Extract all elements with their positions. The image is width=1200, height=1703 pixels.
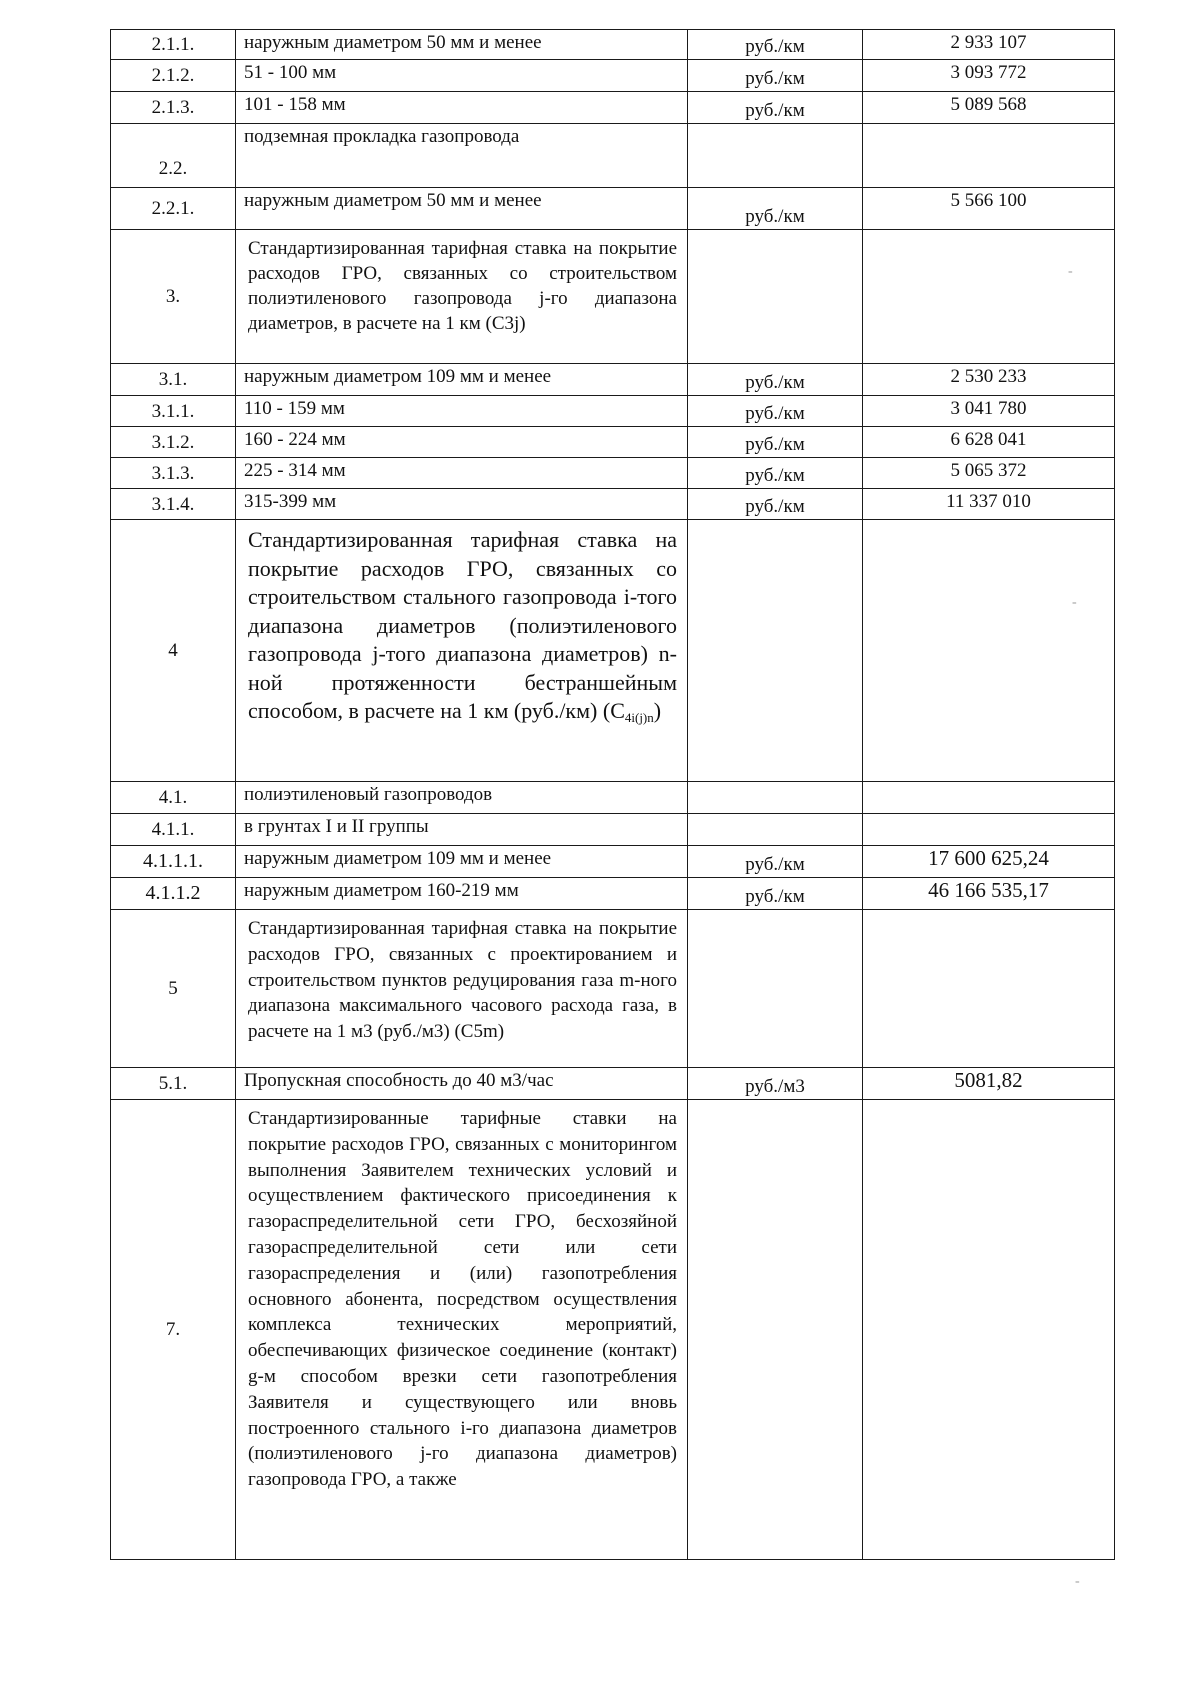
row-number: 2.1.2. bbox=[111, 60, 236, 92]
row-description: наружным диаметром 50 мм и менее bbox=[236, 188, 688, 230]
table-row bbox=[111, 230, 1115, 364]
row-unit: руб./км bbox=[688, 846, 863, 878]
row-value: 5 089 568 bbox=[863, 92, 1115, 124]
row-unit bbox=[688, 910, 863, 1068]
scan-speck: - bbox=[1068, 264, 1073, 279]
row-description: Пропускная способность до 40 м3/час bbox=[236, 1068, 688, 1100]
table-row bbox=[111, 92, 1115, 124]
row-value bbox=[863, 1100, 1115, 1560]
row-value bbox=[863, 124, 1115, 188]
scan-speck: - bbox=[1072, 595, 1077, 610]
row-value: 5 566 100 bbox=[863, 188, 1115, 230]
tariff-table bbox=[110, 29, 1115, 1560]
row-description: подземная прокладка газопровода bbox=[236, 124, 688, 188]
row-unit: руб./км bbox=[688, 489, 863, 520]
table-row bbox=[111, 782, 1115, 814]
table-row bbox=[111, 30, 1115, 60]
row-unit: руб./км bbox=[688, 364, 863, 396]
row-description-subscript: 4i(j)n bbox=[624, 710, 654, 725]
row-description: наружным диаметром 109 мм и менее bbox=[236, 364, 688, 396]
row-number: 4 bbox=[111, 520, 236, 782]
table-row bbox=[111, 878, 1115, 910]
row-description: 225 - 314 мм bbox=[236, 458, 688, 489]
row-unit: руб./км bbox=[688, 427, 863, 458]
row-unit: руб./км bbox=[688, 878, 863, 910]
table-row bbox=[111, 188, 1115, 230]
row-unit bbox=[688, 124, 863, 188]
row-unit: руб./км bbox=[688, 60, 863, 92]
scan-speck: - bbox=[1075, 1574, 1080, 1589]
row-value bbox=[863, 814, 1115, 846]
row-value: 2 933 107 bbox=[863, 30, 1115, 60]
row-description: наружным диаметром 109 мм и менее bbox=[236, 846, 688, 878]
table-row bbox=[111, 364, 1115, 396]
row-unit bbox=[688, 520, 863, 782]
table-row bbox=[111, 846, 1115, 878]
row-description: 51 - 100 мм bbox=[236, 60, 688, 92]
row-number: 3.1.1. bbox=[111, 396, 236, 427]
row-number: 2.2.1. bbox=[111, 188, 236, 230]
row-unit bbox=[688, 230, 863, 364]
table-row bbox=[111, 458, 1115, 489]
row-description: 101 - 158 мм bbox=[236, 92, 688, 124]
row-description: наружным диаметром 160-219 мм bbox=[236, 878, 688, 910]
table-row bbox=[111, 124, 1115, 188]
row-value: 5081,82 bbox=[863, 1068, 1115, 1100]
row-number: 2.2. bbox=[111, 124, 236, 188]
row-description: Стандартизированные тарифные ставки на покрытие расходов ГРО, связанных с мониторингом выполнения Заявителем технических условий и осуществлением фактического присоединения к газораспределительной сети ГРО, бесхозяйной газораспределительной сети или сети газораспределения и (или) газопотребления основного абонента, посредством осуществления комплекса технических мероприятий, обеспечивающих физическое соединение (контакт) g-м способом врезки сети газопотребления Заявителя и существующего или вновь построенного стального i-го диапазона диаметров (полиэтиленового j-го диапазона диаметров) газопровода ГРО, а также bbox=[236, 1100, 688, 1560]
row-number: 4.1.1.2 bbox=[111, 878, 236, 910]
row-value bbox=[863, 230, 1115, 364]
row-description-text: Стандартизированная тарифная ставка на покрытие расходов ГРО, связанных со строительством стального газопровода i-того диапазона диаметров (полиэтиленового газопровода j-того диапазона диаметров) n-ной протяженности бестраншейным способом, в расчете на 1 км (руб./км) (С bbox=[248, 527, 677, 723]
row-number: 2.1.3. bbox=[111, 92, 236, 124]
row-number: 4.1.1.1. bbox=[111, 846, 236, 878]
row-description: 315-399 мм bbox=[236, 489, 688, 520]
row-unit: руб./км bbox=[688, 188, 863, 230]
row-unit: руб./км bbox=[688, 30, 863, 60]
row-value: 2 530 233 bbox=[863, 364, 1115, 396]
row-number: 3.1.2. bbox=[111, 427, 236, 458]
row-number: 5 bbox=[111, 910, 236, 1068]
table-row bbox=[111, 427, 1115, 458]
row-value: 3 041 780 bbox=[863, 396, 1115, 427]
row-value: 46 166 535,17 bbox=[863, 878, 1115, 910]
row-unit: руб./км bbox=[688, 396, 863, 427]
table-row bbox=[111, 489, 1115, 520]
row-description: в грунтах I и II группы bbox=[236, 814, 688, 846]
table-row bbox=[111, 396, 1115, 427]
row-number: 7. bbox=[111, 1100, 236, 1560]
row-unit: руб./км bbox=[688, 92, 863, 124]
table-row bbox=[111, 60, 1115, 92]
row-unit: руб./м3 bbox=[688, 1068, 863, 1100]
row-description: 110 - 159 мм bbox=[236, 396, 688, 427]
row-value bbox=[863, 910, 1115, 1068]
row-value: 5 065 372 bbox=[863, 458, 1115, 489]
row-description: Стандартизированная тарифная ставка на покрытие расходов ГРО, связанных с проектированием и строительством пунктов редуцирования газа m-ного диапазона максимального часового расхода газа, в расчете на 1 м3 (руб./м3) (С5m) bbox=[236, 910, 688, 1068]
row-value bbox=[863, 520, 1115, 782]
row-unit bbox=[688, 814, 863, 846]
row-description: наружным диаметром 50 мм и менее bbox=[236, 30, 688, 60]
row-value: 6 628 041 bbox=[863, 427, 1115, 458]
row-unit bbox=[688, 782, 863, 814]
row-number: 4.1. bbox=[111, 782, 236, 814]
row-number: 2.1.1. bbox=[111, 30, 236, 60]
row-value bbox=[863, 782, 1115, 814]
row-number: 5.1. bbox=[111, 1068, 236, 1100]
table-row bbox=[111, 910, 1115, 1068]
row-description-end: ) bbox=[653, 698, 662, 723]
row-description: Стандартизированная тарифная ставка на покрытие расходов ГРО, связанных со строительством полиэтиленового газопровода j-го диапазона диаметров, в расчете на 1 км (С3j) bbox=[236, 230, 688, 364]
row-description: 160 - 224 мм bbox=[236, 427, 688, 458]
row-number: 3.1. bbox=[111, 364, 236, 396]
table-row bbox=[111, 1068, 1115, 1100]
row-number: 4.1.1. bbox=[111, 814, 236, 846]
table-row bbox=[111, 1100, 1115, 1560]
row-value: 11 337 010 bbox=[863, 489, 1115, 520]
table-row bbox=[111, 814, 1115, 846]
table-row bbox=[111, 520, 1115, 782]
row-unit bbox=[688, 1100, 863, 1560]
row-value: 3 093 772 bbox=[863, 60, 1115, 92]
row-value: 17 600 625,24 bbox=[863, 846, 1115, 878]
row-description bbox=[236, 520, 688, 782]
row-number: 3. bbox=[111, 230, 236, 364]
row-description: полиэтиленовый газопроводов bbox=[236, 782, 688, 814]
row-unit: руб./км bbox=[688, 458, 863, 489]
row-number: 3.1.3. bbox=[111, 458, 236, 489]
row-number: 3.1.4. bbox=[111, 489, 236, 520]
